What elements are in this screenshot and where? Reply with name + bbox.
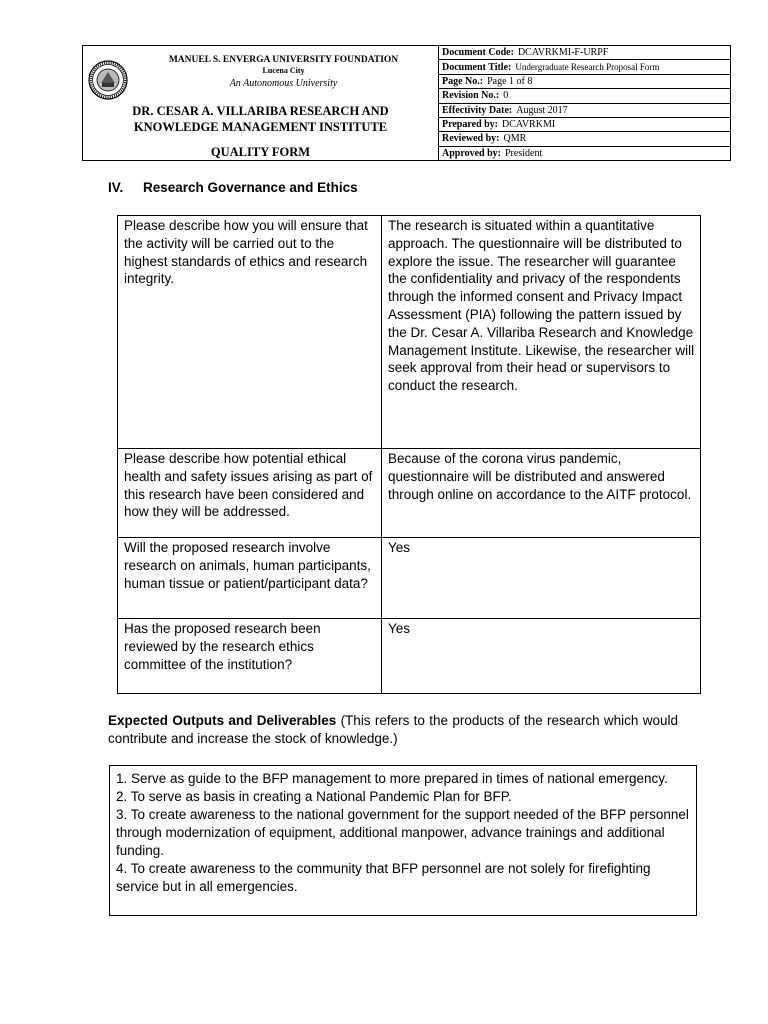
ethics-question: Will the proposed research involve research on animals, human participants, human tissue or patient/participant data?: [118, 538, 382, 619]
table-row: [118, 619, 701, 694]
table-row: [118, 449, 701, 538]
outputs-description: (This refers to the products of the research which would contribute and increase the stock of knowledge.): [108, 713, 678, 746]
section-number: IV.: [108, 180, 124, 195]
institution-tagline: An Autonomous University: [229, 78, 338, 89]
outputs-heading: Expected Outputs and Deliverables: [108, 713, 337, 728]
header-institution-block: [83, 46, 439, 160]
institute-name-line2: KNOWLEDGE MANAGEMENT INSTITUTE: [133, 120, 388, 134]
ethics-question: Please describe how potential ethical health and safety issues arising as part of this research have been considered and how they will be addressed.: [118, 449, 382, 538]
meta-document-title: Document Title: Undergraduate Research Proposal Form: [439, 60, 730, 74]
ethics-answer: The research is situated within a quantitative approach. The questionnaire will be distributed to explore the issue. The researcher will guarantee the confidentiality and privacy of the respondents through the informed consent and Privacy Impact Assessment (PIA) following the pattern issued by the Dr. Cesar A. Villariba Research and Knowledge Management Institute. Likewise, the researcher will seek approval from their head or supervisors to conduct the research.: [382, 216, 701, 449]
meta-prepared-by: Prepared by: DCAVRKMI: [439, 118, 730, 132]
ethics-question: Please describe how you will ensure that the activity will be carried out to the highest standards of ethics and research integrity.: [118, 216, 382, 449]
list-item: 3. To create awareness to the national government for the support needed of the BFP personnel through modernization of equipment, additional manpower, advance trainings and additional funding.: [116, 807, 689, 858]
institution-city: Lucena City: [262, 66, 305, 75]
meta-reviewed-by: Reviewed by: QMR: [439, 132, 730, 146]
institute-name: [83, 103, 438, 135]
ethics-answer: Because of the corona virus pandemic, questionnaire will be distributed and answered through online on accordance to the AITF protocol.: [382, 449, 701, 538]
meta-approved-by: Approved by: President: [442, 147, 543, 159]
form-title: QUALITY FORM: [210, 145, 311, 159]
list-item: 2. To serve as basis in creating a National Pandemic Plan for BFP.: [116, 789, 512, 804]
section-title: Research Governance and Ethics: [143, 180, 358, 195]
list-item: 1. Serve as guide to the BFP management to more prepared in times of national emergency.: [116, 771, 668, 786]
ethics-table: [117, 215, 701, 694]
document-metadata: [439, 46, 730, 160]
meta-effectivity-date: Effectivity Date: August 2017: [439, 104, 730, 118]
meta-revision: Revision No.: 0: [439, 89, 730, 103]
ethics-answer: Yes: [382, 538, 701, 619]
outputs-list: [109, 765, 697, 916]
document-header: [82, 45, 731, 161]
ethics-question: Has the proposed research been reviewed by the research ethics committee of the institution?: [118, 619, 382, 694]
meta-document-code: Document Code: DCAVRKMI-F-URPF: [439, 46, 730, 60]
institute-name-line1: DR. CESAR A. VILLARIBA RESEARCH AND: [132, 104, 389, 118]
outputs-intro: [108, 712, 678, 748]
table-row: [118, 216, 701, 449]
meta-page-number: Page No.: Page 1 of 8: [439, 75, 730, 89]
university-seal-icon: [88, 60, 128, 100]
ethics-answer: Yes: [382, 619, 701, 694]
institution-name: MANUEL S. ENVERGA UNIVERSITY FOUNDATION: [168, 55, 399, 65]
table-row: [118, 538, 701, 619]
section-heading: [108, 180, 358, 195]
list-item: 4. To create awareness to the community that BFP personnel are not solely for firefighting service but in all emergencies.: [116, 861, 651, 894]
